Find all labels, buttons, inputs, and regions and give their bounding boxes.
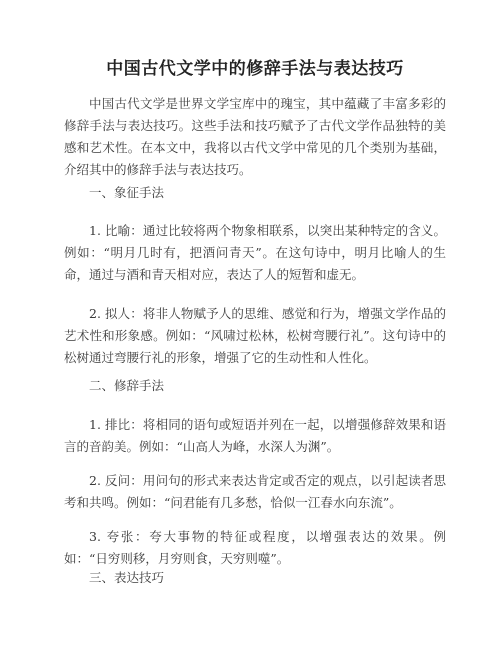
list-item-block xyxy=(64,470,446,514)
list-item: 1. 排比：将相同的语句或短语并列在一起，以增强修辞效果和语言的音韵美。例如：“山高人为峰，水深人为渊”。 xyxy=(64,417,446,454)
list-item: 3. 夸张：夸大事物的特征或程度，以增强表达的效果。例如：“日穷则移，月穷则食，天穷则噬”。 xyxy=(64,529,446,566)
section-heading: 一、象征手法 xyxy=(89,185,165,200)
list-item-block xyxy=(64,220,446,286)
intro-paragraph-block xyxy=(64,93,446,181)
section-heading: 二、修辞手法 xyxy=(89,378,165,393)
section-heading-block xyxy=(64,567,446,589)
list-item-block xyxy=(64,526,446,570)
list-item-block xyxy=(64,414,446,458)
section-heading-block xyxy=(64,182,446,204)
section-heading-block xyxy=(64,375,446,397)
intro-paragraph: 中国古代文学是世界文学宝库中的瑰宝，其中蕴藏了丰富多彩的修辞手法与表达技巧。这些手法和技巧赋予了古代文学作品独特的美感和艺术性。在本文中，我将以古代文学中常见的几个类别为基础，介绍其中的修辞手法与表达技巧。 xyxy=(64,96,446,177)
list-item: 2. 拟人：将非人物赋予人的思维、感觉和行为，增强文学作品的艺术性和形象感。例如：“风啸过松林，松树弯腰行礼”。这句诗中的松树通过弯腰行礼的形象，增强了它的生动性和人性化。 xyxy=(64,306,446,365)
document-title: 中国古代文学中的修辞手法与表达技巧 xyxy=(106,59,404,79)
section-heading: 三、表达技巧 xyxy=(89,570,165,585)
list-item: 1. 比喻：通过比较将两个物象相联系，以突出某种特定的含义。例如：“明月几时有，把酒问青天”。在这句诗中，明月比喻人的生命，通过与酒和青天相对应，表达了人的短暂和虚无。 xyxy=(64,223,446,282)
list-item-block xyxy=(64,303,446,369)
list-item: 2. 反问：用问句的形式来表达肯定或否定的观点，以引起读者思考和共鸣。例如：“问君能有几多愁，恰似一江春水向东流”。 xyxy=(64,473,446,510)
